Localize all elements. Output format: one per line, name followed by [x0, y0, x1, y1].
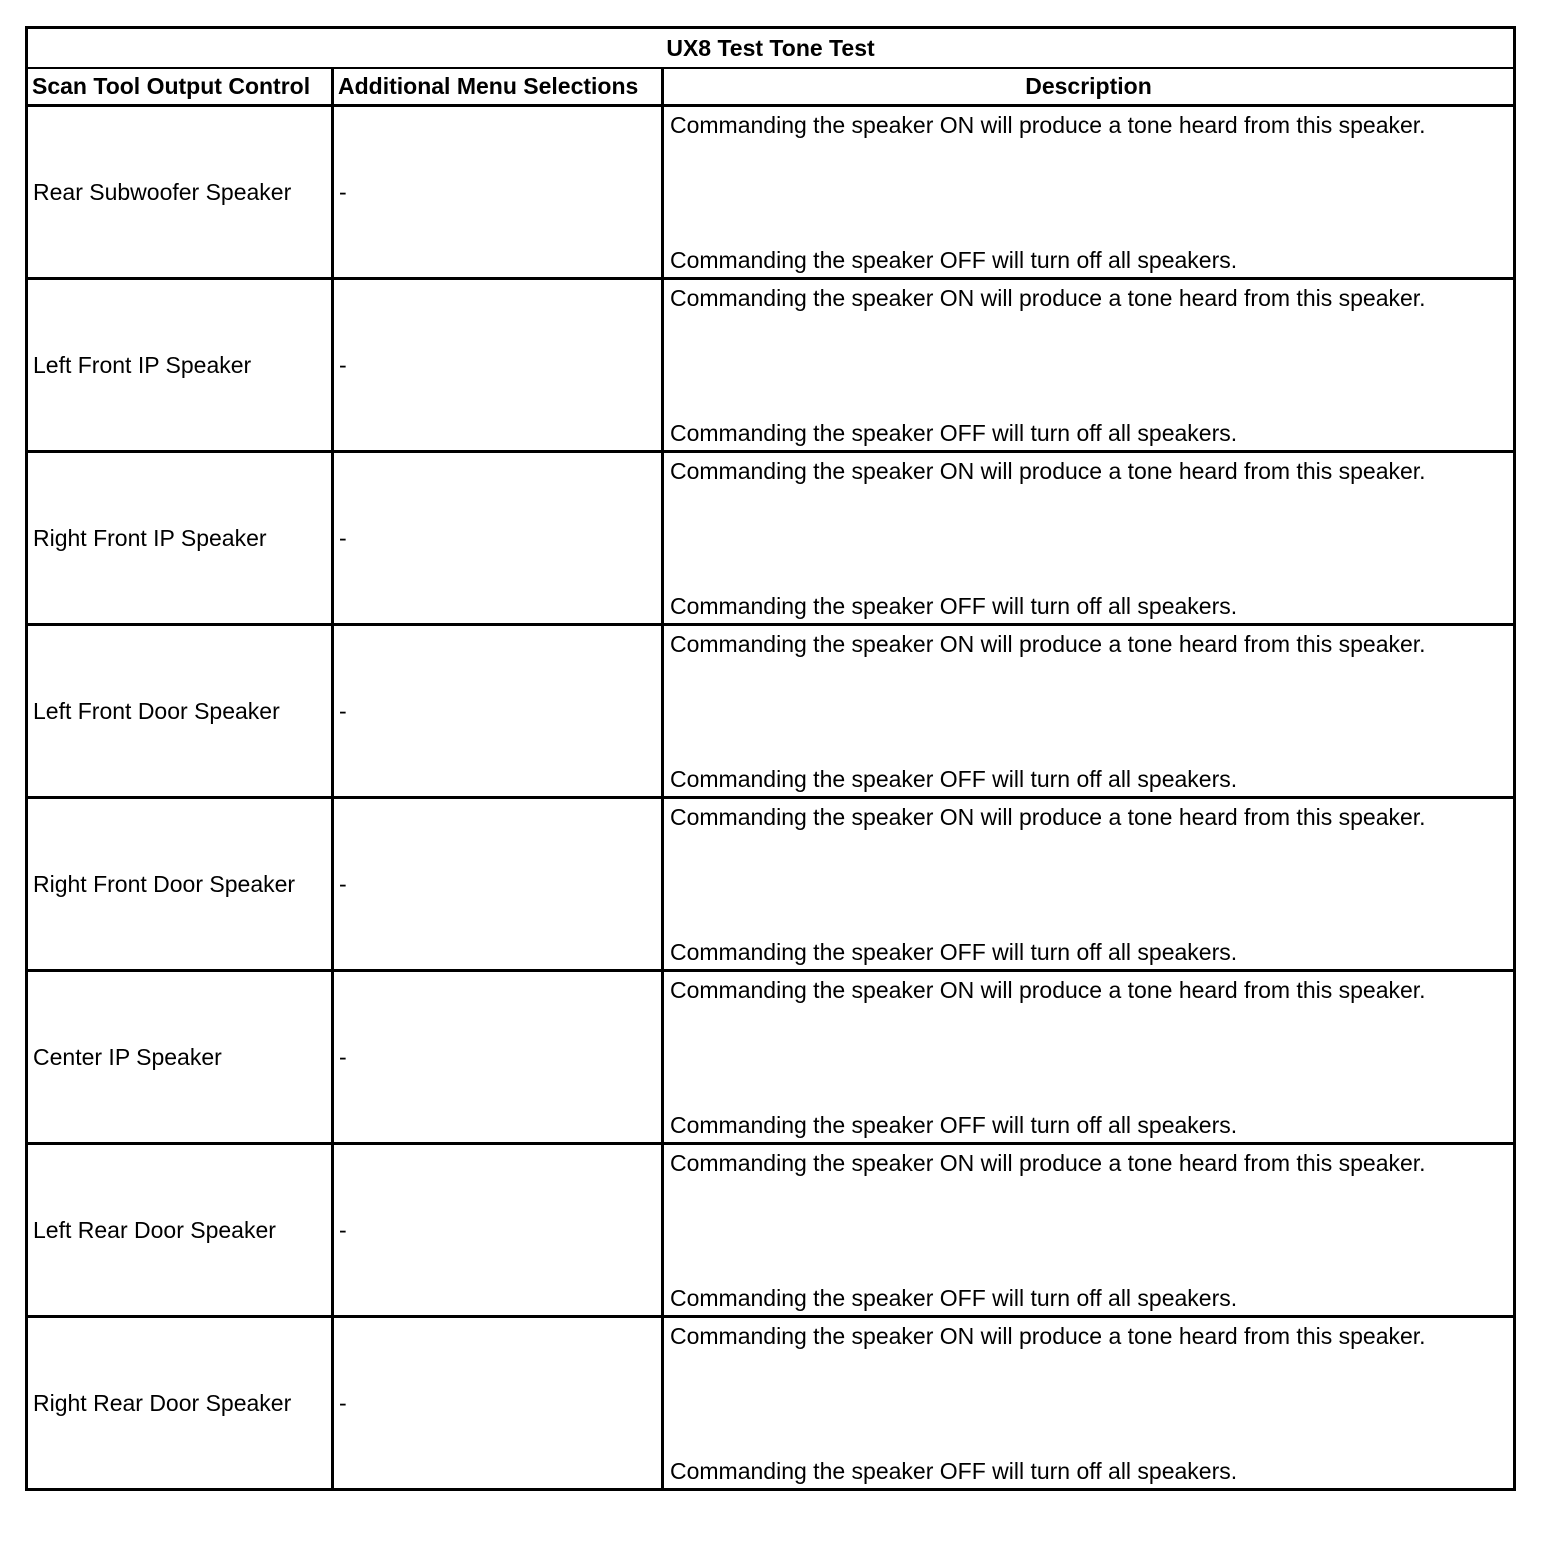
description-on-text: Commanding the speaker ON will produce a tone heard from this speaker. [670, 977, 1426, 1003]
description-cell [663, 106, 1515, 279]
output-control-cell: Left Front Door Speaker [27, 625, 333, 798]
description-cell [663, 1144, 1515, 1317]
description-off-text: Commanding the speaker OFF will turn off all speakers. [670, 420, 1238, 446]
description-on-text: Commanding the speaker ON will produce a tone heard from this speaker. [670, 631, 1426, 657]
table-row [27, 106, 1515, 279]
table-title: UX8 Test Tone Test [27, 28, 1515, 69]
header-additional-menu-selections: Additional Menu Selections [333, 68, 663, 106]
description-off-text: Commanding the speaker OFF will turn off all speakers. [670, 247, 1238, 273]
table-row [27, 1144, 1515, 1317]
table-row [27, 279, 1515, 452]
description-off-text: Commanding the speaker OFF will turn off all speakers. [670, 939, 1238, 965]
description-off-text: Commanding the speaker OFF will turn off all speakers. [670, 1458, 1238, 1484]
title-row [27, 28, 1515, 69]
description-cell [663, 279, 1515, 452]
description-cell [663, 625, 1515, 798]
description-on-text: Commanding the speaker ON will produce a tone heard from this speaker. [670, 1323, 1426, 1349]
output-control-cell: Left Rear Door Speaker [27, 1144, 333, 1317]
menu-selection-cell: - [333, 1317, 663, 1490]
table-row [27, 971, 1515, 1144]
description-cell [663, 971, 1515, 1144]
menu-selection-cell: - [333, 971, 663, 1144]
menu-selection-cell: - [333, 106, 663, 279]
description-off-text: Commanding the speaker OFF will turn off all speakers. [670, 1285, 1238, 1311]
output-control-cell: Left Front IP Speaker [27, 279, 333, 452]
menu-selection-cell: - [333, 279, 663, 452]
output-control-cell: Center IP Speaker [27, 971, 333, 1144]
menu-selection-cell: - [333, 1144, 663, 1317]
output-control-cell: Right Front Door Speaker [27, 798, 333, 971]
table-row [27, 625, 1515, 798]
header-scan-tool-output-control: Scan Tool Output Control [27, 68, 333, 106]
description-off-text: Commanding the speaker OFF will turn off all speakers. [670, 1112, 1238, 1138]
description-off-text: Commanding the speaker OFF will turn off all speakers. [670, 593, 1238, 619]
menu-selection-cell: - [333, 625, 663, 798]
output-control-cell: Rear Subwoofer Speaker [27, 106, 333, 279]
header-description: Description [663, 68, 1515, 106]
description-on-text: Commanding the speaker ON will produce a tone heard from this speaker. [670, 1150, 1426, 1176]
table-row [27, 798, 1515, 971]
description-on-text: Commanding the speaker ON will produce a tone heard from this speaker. [670, 112, 1426, 138]
description-off-text: Commanding the speaker OFF will turn off all speakers. [670, 766, 1238, 792]
description-cell [663, 452, 1515, 625]
table-row [27, 1317, 1515, 1490]
table-row [27, 452, 1515, 625]
header-row [27, 68, 1515, 106]
description-cell [663, 1317, 1515, 1490]
output-control-cell: Right Front IP Speaker [27, 452, 333, 625]
description-cell [663, 798, 1515, 971]
description-on-text: Commanding the speaker ON will produce a tone heard from this speaker. [670, 285, 1426, 311]
description-on-text: Commanding the speaker ON will produce a tone heard from this speaker. [670, 458, 1426, 484]
output-control-cell: Right Rear Door Speaker [27, 1317, 333, 1490]
menu-selection-cell: - [333, 452, 663, 625]
test-tone-table [25, 26, 1516, 1491]
description-on-text: Commanding the speaker ON will produce a tone heard from this speaker. [670, 804, 1426, 830]
menu-selection-cell: - [333, 798, 663, 971]
